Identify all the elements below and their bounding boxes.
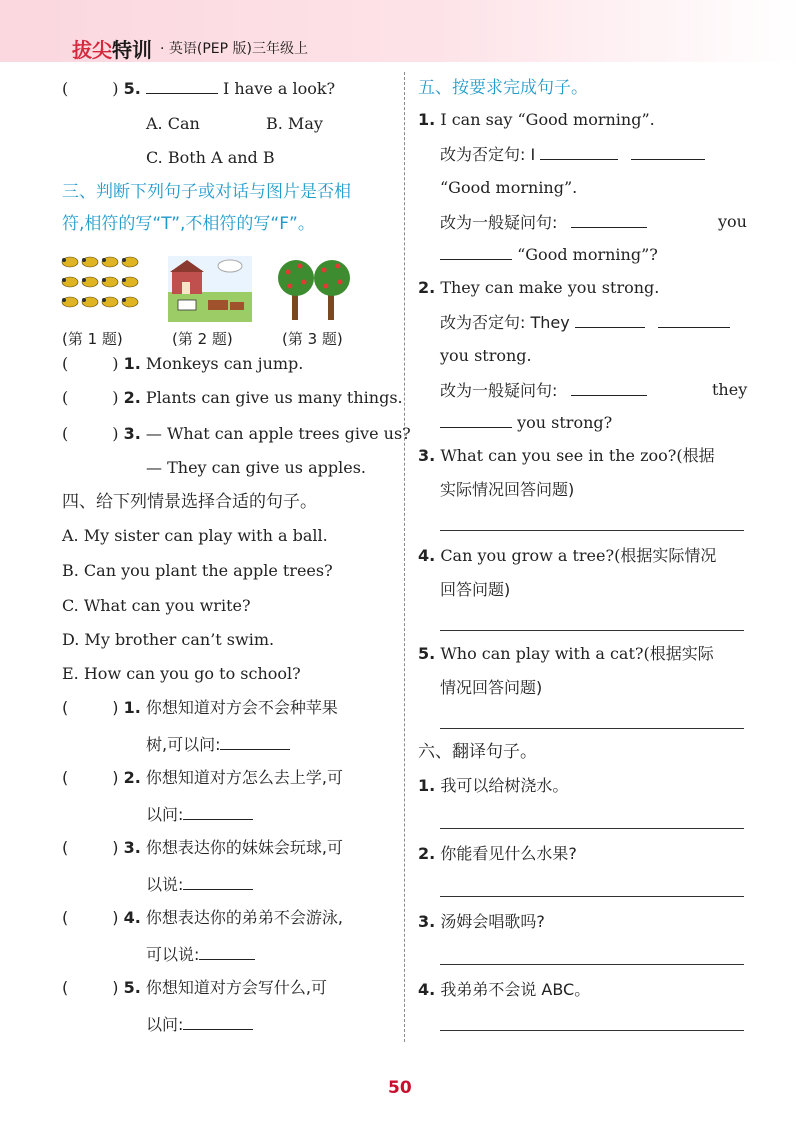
situation-item-2: ( ) 2. 你想知道对方怎么去上学,可 [62,768,343,787]
complete-q4: 4. Can you grow a tree?(根据实际情况 [418,546,717,565]
section-3-heading-line2: 符,相符的写“T”,不相符的写“F”。 [62,214,315,234]
translate-item-2: 2. 你能看见什么水果? [418,844,577,863]
apple-trees-picture [278,252,354,324]
choice-b: B. Can you plant the apple trees? [62,561,333,580]
column-divider [404,72,405,1042]
answer-line[interactable] [440,1030,744,1031]
translate-item-4: 4. 我弟弟不会说 ABC。 [418,980,591,999]
answer-blank[interactable] [146,80,218,94]
complete-q1-question-word: you [718,212,747,231]
answer-blank[interactable] [575,314,645,328]
complete-q1: 1. I can say “Good morning”. [418,110,655,129]
caption-2: (第 2 题) [172,330,233,348]
answer-line[interactable] [440,964,744,965]
choice-a: A. My sister can play with a ball. [62,526,328,545]
answer-blank[interactable] [440,246,512,260]
answer-line[interactable] [440,728,744,729]
complete-q1-negative-tail: “Good morning”. [440,178,578,197]
complete-q1-question-tail: “Good morning”? [440,246,658,263]
situation-item-3-line2: 以说: [146,876,253,893]
judge-item-2: ( ) 2. Plants can give us many things. [62,388,403,407]
complete-q2-question: 改为一般疑问句: [440,382,647,399]
answer-blank[interactable] [183,806,253,820]
situation-item-5: ( ) 5. 你想知道对方会写什么,可 [62,978,327,997]
section-4-heading: 四、给下列情景选择合适的句子。 [62,492,317,512]
answer-blank[interactable] [183,1016,253,1030]
caption-1: (第 1 题) [62,330,123,348]
page-header [0,0,800,62]
option-c: C. Both A and B [146,148,275,167]
caption-3: (第 3 题) [282,330,343,348]
complete-q5-line2: 情况回答问题) [440,678,543,697]
answer-blank[interactable] [540,146,618,160]
complete-q4-line2: 回答问题) [440,580,511,599]
brand-logo: 拔尖特训 [72,38,152,62]
answer-blank[interactable] [183,876,253,890]
situation-item-3: ( ) 3. 你想表达你的妹妹会玩球,可 [62,838,343,857]
answer-line[interactable] [440,530,744,531]
answer-blank[interactable] [220,736,290,750]
book-title: · 英语(PEP 版)三年级上 [160,41,309,57]
answer-blank[interactable] [571,214,647,228]
situation-item-2-line2: 以问: [146,806,253,823]
situation-item-1-line2: 树,可以问: [146,736,290,753]
option-a: A. Can [146,114,200,133]
translate-item-1: 1. 我可以给树浇水。 [418,776,569,795]
judge-item-1: ( ) 1. Monkeys can jump. [62,354,304,373]
complete-q2: 2. They can make you strong. [418,278,660,297]
situation-item-1: ( ) 1. 你想知道对方会不会种苹果 [62,698,338,717]
option-b: B. May [266,114,323,133]
complete-q1-question: 改为一般疑问句: [440,214,647,231]
choice-d: D. My brother can’t swim. [62,630,275,649]
complete-q3-line2: 实际情况回答问题) [440,480,575,499]
choice-c: C. What can you write? [62,596,251,615]
complete-q2-question-tail: you strong? [440,414,612,431]
complete-q2-negative: 改为否定句: They [440,314,730,331]
choice-e: E. How can you go to school? [62,664,301,683]
section-5-heading: 五、按要求完成句子。 [418,78,588,98]
answer-line[interactable] [440,630,744,631]
answer-blank[interactable] [631,146,705,160]
situation-item-5-line2: 以问: [146,1016,253,1033]
translate-item-3: 3. 汤姆会唱歌吗? [418,912,545,931]
question-2-5: ( ) 5. I have a look? [62,79,336,98]
birds-picture [60,252,144,322]
answer-blank[interactable] [571,382,647,396]
page-number: 50 [388,1078,412,1098]
situation-item-4-line2: 可以说: [146,946,255,963]
situation-item-4: ( ) 4. 你想表达你的弟弟不会游泳, [62,908,343,927]
farm-picture [168,256,252,322]
section-3-heading: 三、判断下列句子或对话与图片是否相 [62,182,351,202]
complete-q2-question-word: they [712,380,748,399]
complete-q1-negative: 改为否定句: I [440,146,705,163]
complete-q2-negative-tail: you strong. [440,346,532,365]
judge-item-3: ( ) 3. — What can apple trees give us? [62,424,411,443]
answer-blank[interactable] [440,414,512,428]
complete-q5: 5. Who can play with a cat?(根据实际 [418,644,714,663]
answer-line[interactable] [440,896,744,897]
answer-blank[interactable] [658,314,730,328]
complete-q3: 3. What can you see in the zoo?(根据 [418,446,715,465]
section-6-heading: 六、翻译句子。 [418,742,537,762]
answer-blank[interactable] [199,946,255,960]
answer-line[interactable] [440,828,744,829]
judge-item-3-reply: — They can give us apples. [146,458,367,477]
